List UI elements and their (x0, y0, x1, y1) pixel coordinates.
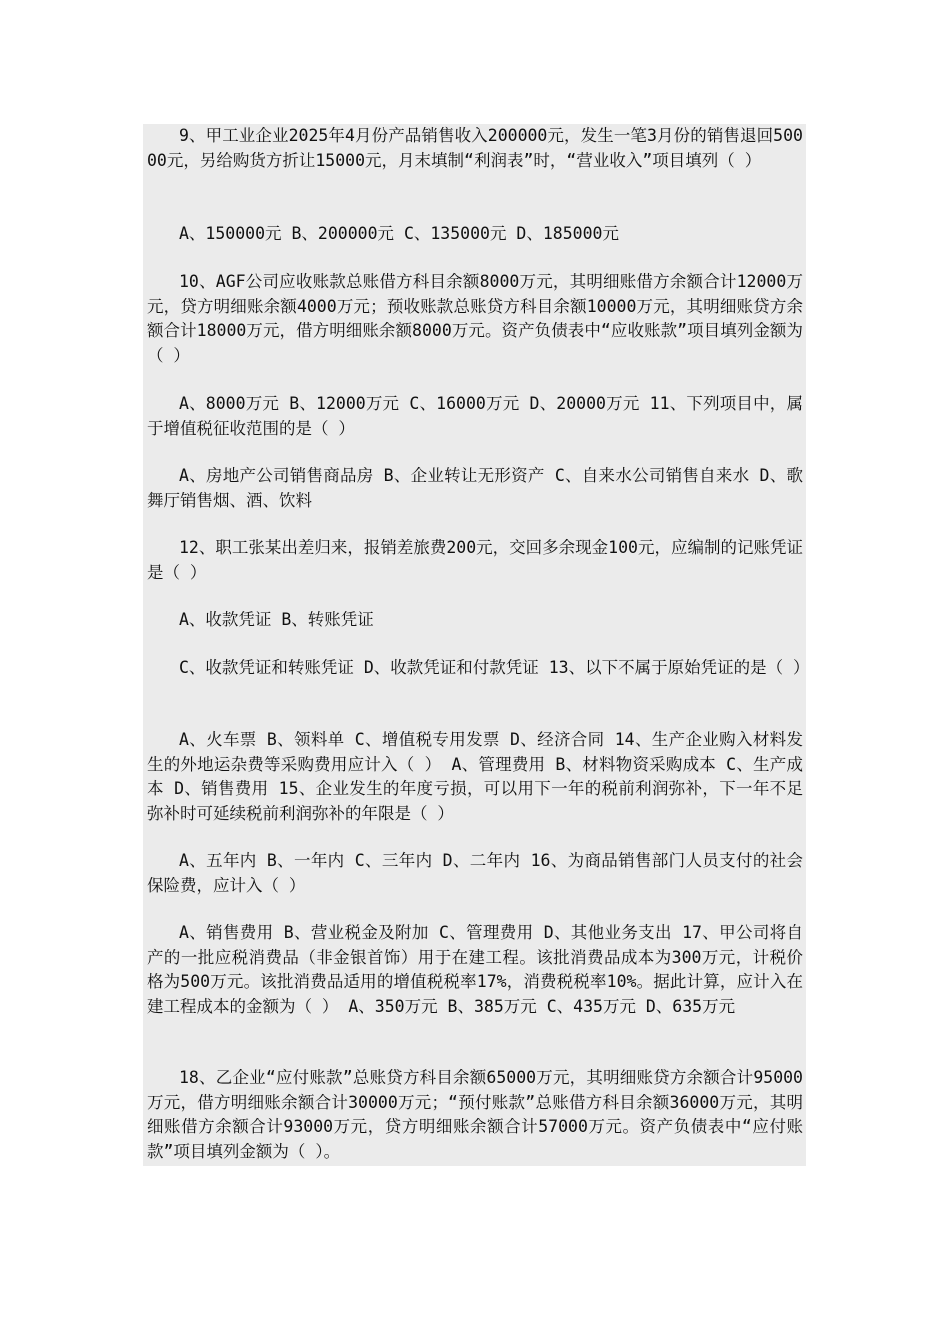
question-13-14-15: A、火车票 B、领料单 C、增值税专用发票 D、经济合同 14、生产企业购入材料发生的外地运杂费等采购费用应计入（ ） A、管理费用 B、材料物资采购成本 C、生产成本 D、销售费用 15、企业发生的年度亏损，可以用下一年的税前利润弥补，下一年不足弥补时可延续税前利润弥补的年限是（ ） (147, 730, 803, 823)
question-9-options: A、150000元 B、200000元 C、135000元 D、185000元 (179, 224, 619, 243)
question-12-options-ab: A、收款凭证 B、转账凭证 (179, 610, 374, 629)
question-18: 18、乙企业“应付账款”总账贷方科目余额65000万元，其明细账贷方余额合计95000万元，借方明细账余额合计30000万元；“预付账款”总账借方科目余额36000万元，其明细账借方余额合计93000万元，贷方明细账余额合计57000万元。资产负债表中“应付账款”项目填列金额为（ ）。 (147, 1068, 803, 1161)
question-10: 10、AGF公司应收账款总账借方科目余额8000万元，其明细账借方余额合计12000万元，贷方明细账余额4000万元；预收账款总账贷方科目余额10000万元，其明细账贷方余额合计18000万元，借方明细账余额8000万元。资产负债表中“应收账款”项目填列金额为（ ） (147, 272, 803, 365)
question-15-16: A、五年内 B、一年内 C、三年内 D、二年内 16、为商品销售部门人员支付的社会保险费，应计入（ ） (147, 851, 803, 895)
document-text-block (143, 124, 810, 1166)
question-9: 9、甲工业企业2025年4月份产品销售收入200000元，发生一笔3月份的销售退回50000元，另给购货方折让15000元，月末填制“利润表”时，“营业收入”项目填列（ ） (147, 126, 803, 170)
question-11-options: A、房地产公司销售商品房 B、企业转让无形资产 C、自来水公司销售自来水 D、歌舞厅销售烟、酒、饮料 (147, 466, 803, 510)
question-16-17: A、销售费用 B、营业税金及附加 C、管理费用 D、其他业务支出 17、甲公司将自产的一批应税消费品（非金银首饰）用于在建工程。该批消费品成本为300万元，计税价格为500万元。该批消费品适用的增值税税率17%，消费税税率10%。据此计算，应计入在建工程成本的金额为（ ） A、350万元 B、385万元 C、435万元 D、635万元 (147, 923, 803, 1016)
question-12: 12、职工张某出差归来，报销差旅费200元，交回多余现金100元，应编制的记账凭证是（ ） (147, 538, 803, 582)
question-10-11: A、8000万元 B、12000万元 C、16000万元 D、20000万元 11、下列项目中，属于增值税征收范围的是（ ） (147, 394, 803, 438)
question-12-13: C、收款凭证和转账凭证 D、收款凭证和付款凭证 13、以下不属于原始凭证的是（ ） (179, 658, 810, 677)
